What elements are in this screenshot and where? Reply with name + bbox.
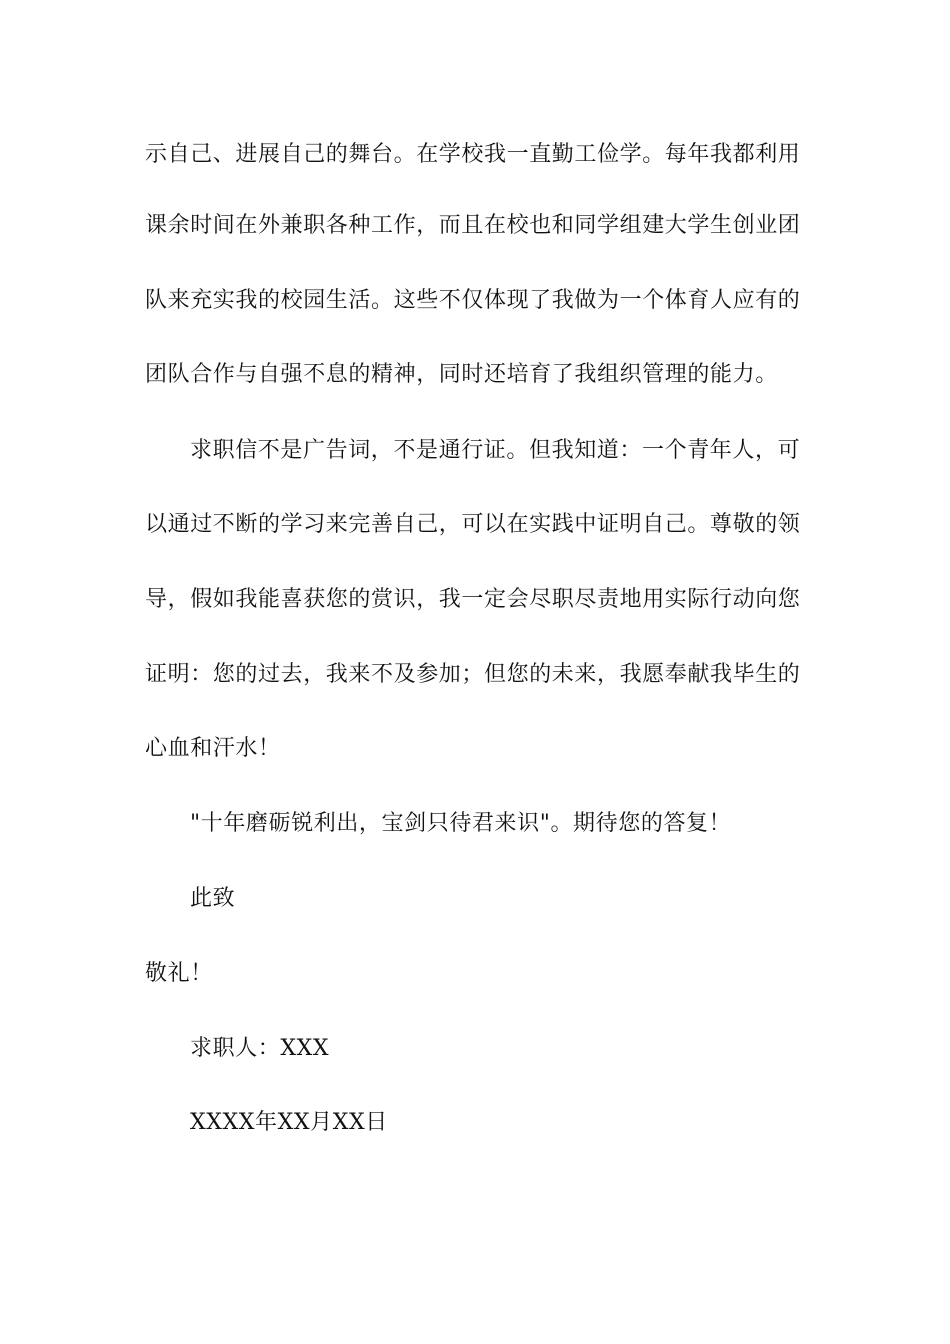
paragraph-1-line-3: 队来充实我的校园生活。这些不仅体现了我做为一个体育人应有的 [145,288,801,313]
paragraph-2-line-5: 心血和汗水！ [145,736,281,761]
paragraph-2-line-4: 证明：您的过去，我来不及参加；但您的未来，我愿奉献我毕生的 [145,662,801,687]
paragraph-2-line-3: 导，假如我能喜获您的赏识，我一定会尽职尽责地用实际行动向您 [145,587,801,612]
paragraph-2-line-2: 以通过不断的学习来完善自己，可以在实践中证明自己。尊敬的领 [145,512,801,537]
paragraph-1-line-4: 团队合作与自强不息的精神，同时还培育了我组织管理的能力。 [145,362,778,387]
paragraph-1-line-2: 课余时间在外兼职各种工作，而且在校也和同学组建大学生创业团 [145,213,801,238]
closing-greeting-2: 敬礼！ [145,961,213,986]
signature-line: 求职人：XXX [190,1036,330,1061]
quote-line: "十年磨砺锐利出，宝剑只待君来识"。期待您的答复！ [190,811,732,836]
paragraph-2-line-1: 求职信不是广告词，不是通行证。但我知道：一个青年人，可 [190,438,801,463]
closing-greeting-1: 此致 [190,886,236,911]
date-line: XXXX年XX月XX日 [190,1110,388,1135]
paragraph-1-line-1: 示自己、进展自己的舞台。在学校我一直勤工俭学。每年我都利用 [145,142,801,167]
